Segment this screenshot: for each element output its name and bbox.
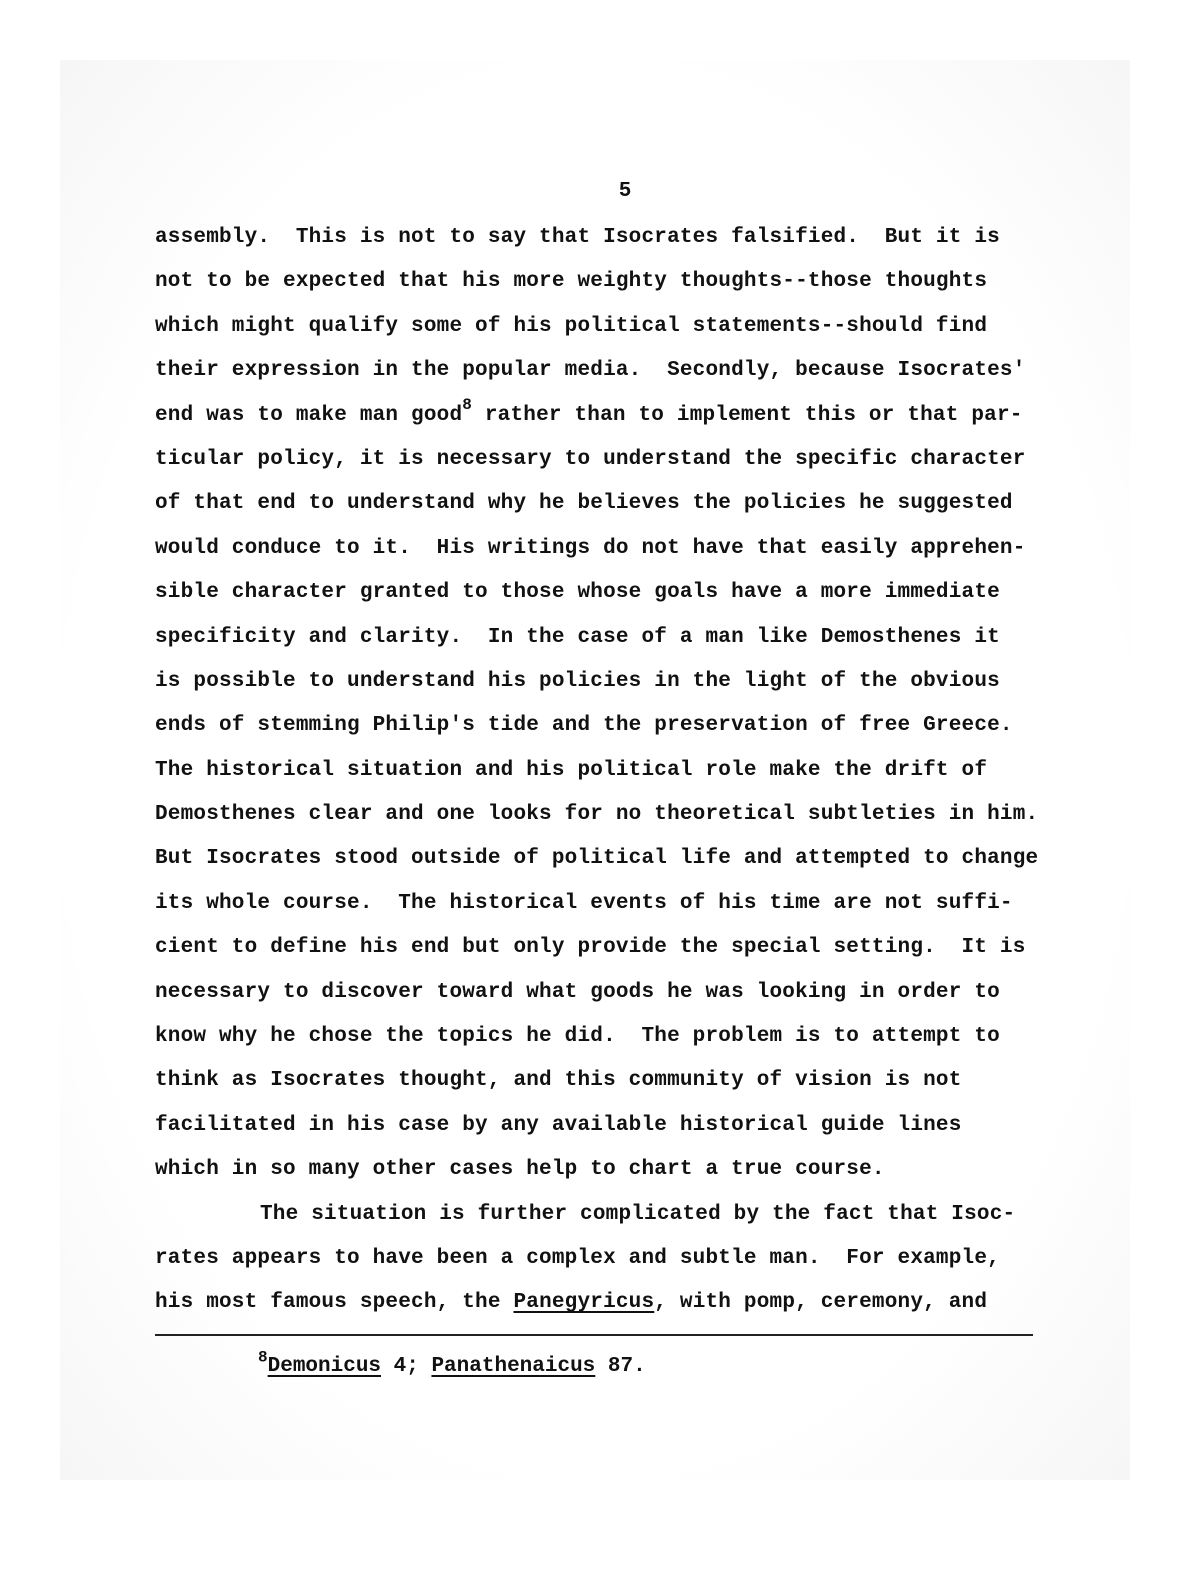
text-line: is possible to understand his policies in the light of the obvious bbox=[155, 669, 1000, 693]
text-line: of that end to understand why he believes the policies he suggested bbox=[155, 492, 1013, 516]
text-segment: his most famous speech, the bbox=[155, 1291, 514, 1315]
text-line: cient to define his end but only provide the special setting. It is bbox=[155, 936, 1026, 960]
text-line: would conduce to it. His writings do not have that easily apprehen- bbox=[155, 536, 1026, 560]
text-line: Demosthenes clear and one looks for no theoretical subtleties in him. bbox=[155, 803, 1039, 827]
text-line: which in so many other cases help to chart a true course. bbox=[155, 1158, 885, 1182]
body-text bbox=[155, 221, 1085, 1331]
text-line: necessary to discover toward what goods he was looking in order to bbox=[155, 980, 1000, 1004]
text-segment: end was to make man good bbox=[155, 403, 463, 427]
text-line-with-footnote-ref bbox=[155, 395, 1085, 443]
text-line: ends of stemming Philip's tide and the preservation of free Greece. bbox=[155, 714, 1013, 738]
text-line: think as Isocrates thought, and this community of vision is not bbox=[155, 1069, 962, 1093]
text-line: its whole course. The historical events of his time are not suffi- bbox=[155, 891, 1013, 915]
text-line: ticular policy, it is necessary to understand the specific character bbox=[155, 447, 1026, 471]
text-line: specificity and clarity. In the case of a man like Demosthenes it bbox=[155, 625, 1000, 649]
text-line: rates appears to have been a complex and subtle man. For example, bbox=[155, 1246, 1000, 1270]
text-line: The historical situation and his political role make the drift of bbox=[155, 758, 988, 782]
footnote-work-title: Panathenaicus bbox=[431, 1355, 596, 1378]
text-line: which might qualify some of his political statements--should find bbox=[155, 314, 988, 338]
text-line: sible character granted to those whose goals have a more immediate bbox=[155, 581, 1000, 605]
footnote-reference-text: 87. bbox=[595, 1355, 646, 1378]
work-title: Panegyricus bbox=[513, 1291, 655, 1315]
paragraph-start-line: The situation is further complicated by the fact that Isoc- bbox=[260, 1202, 1016, 1226]
text-segment: rather than to implement this or that par- bbox=[472, 403, 1023, 427]
text-line: But Isocrates stood outside of political life and attempted to change bbox=[155, 847, 1039, 871]
text-line: not to be expected that his more weighty thoughts--those thoughts bbox=[155, 270, 988, 294]
footnote bbox=[258, 1350, 646, 1384]
footnote-divider bbox=[155, 1334, 1033, 1336]
text-line-with-title bbox=[155, 1286, 1085, 1330]
text-line: their expression in the popular media. Secondly, because Isocrates' bbox=[155, 359, 1026, 383]
text-line: facilitated in his case by any available historical guide lines bbox=[155, 1113, 962, 1137]
footnote-reference: 8 bbox=[462, 395, 473, 414]
footnote-reference-text: 4; bbox=[381, 1355, 432, 1378]
text-line: assembly. This is not to say that Isocrates falsified. But it is bbox=[155, 226, 1000, 249]
footnote-mark: 8 bbox=[258, 1348, 268, 1367]
footnote-work-title: Demonicus bbox=[267, 1355, 382, 1378]
text-segment: , with pomp, ceremony, and bbox=[654, 1291, 988, 1315]
page-number: 5 bbox=[618, 180, 632, 203]
text-line: know why he chose the topics he did. The problem is to attempt to bbox=[155, 1025, 1000, 1049]
